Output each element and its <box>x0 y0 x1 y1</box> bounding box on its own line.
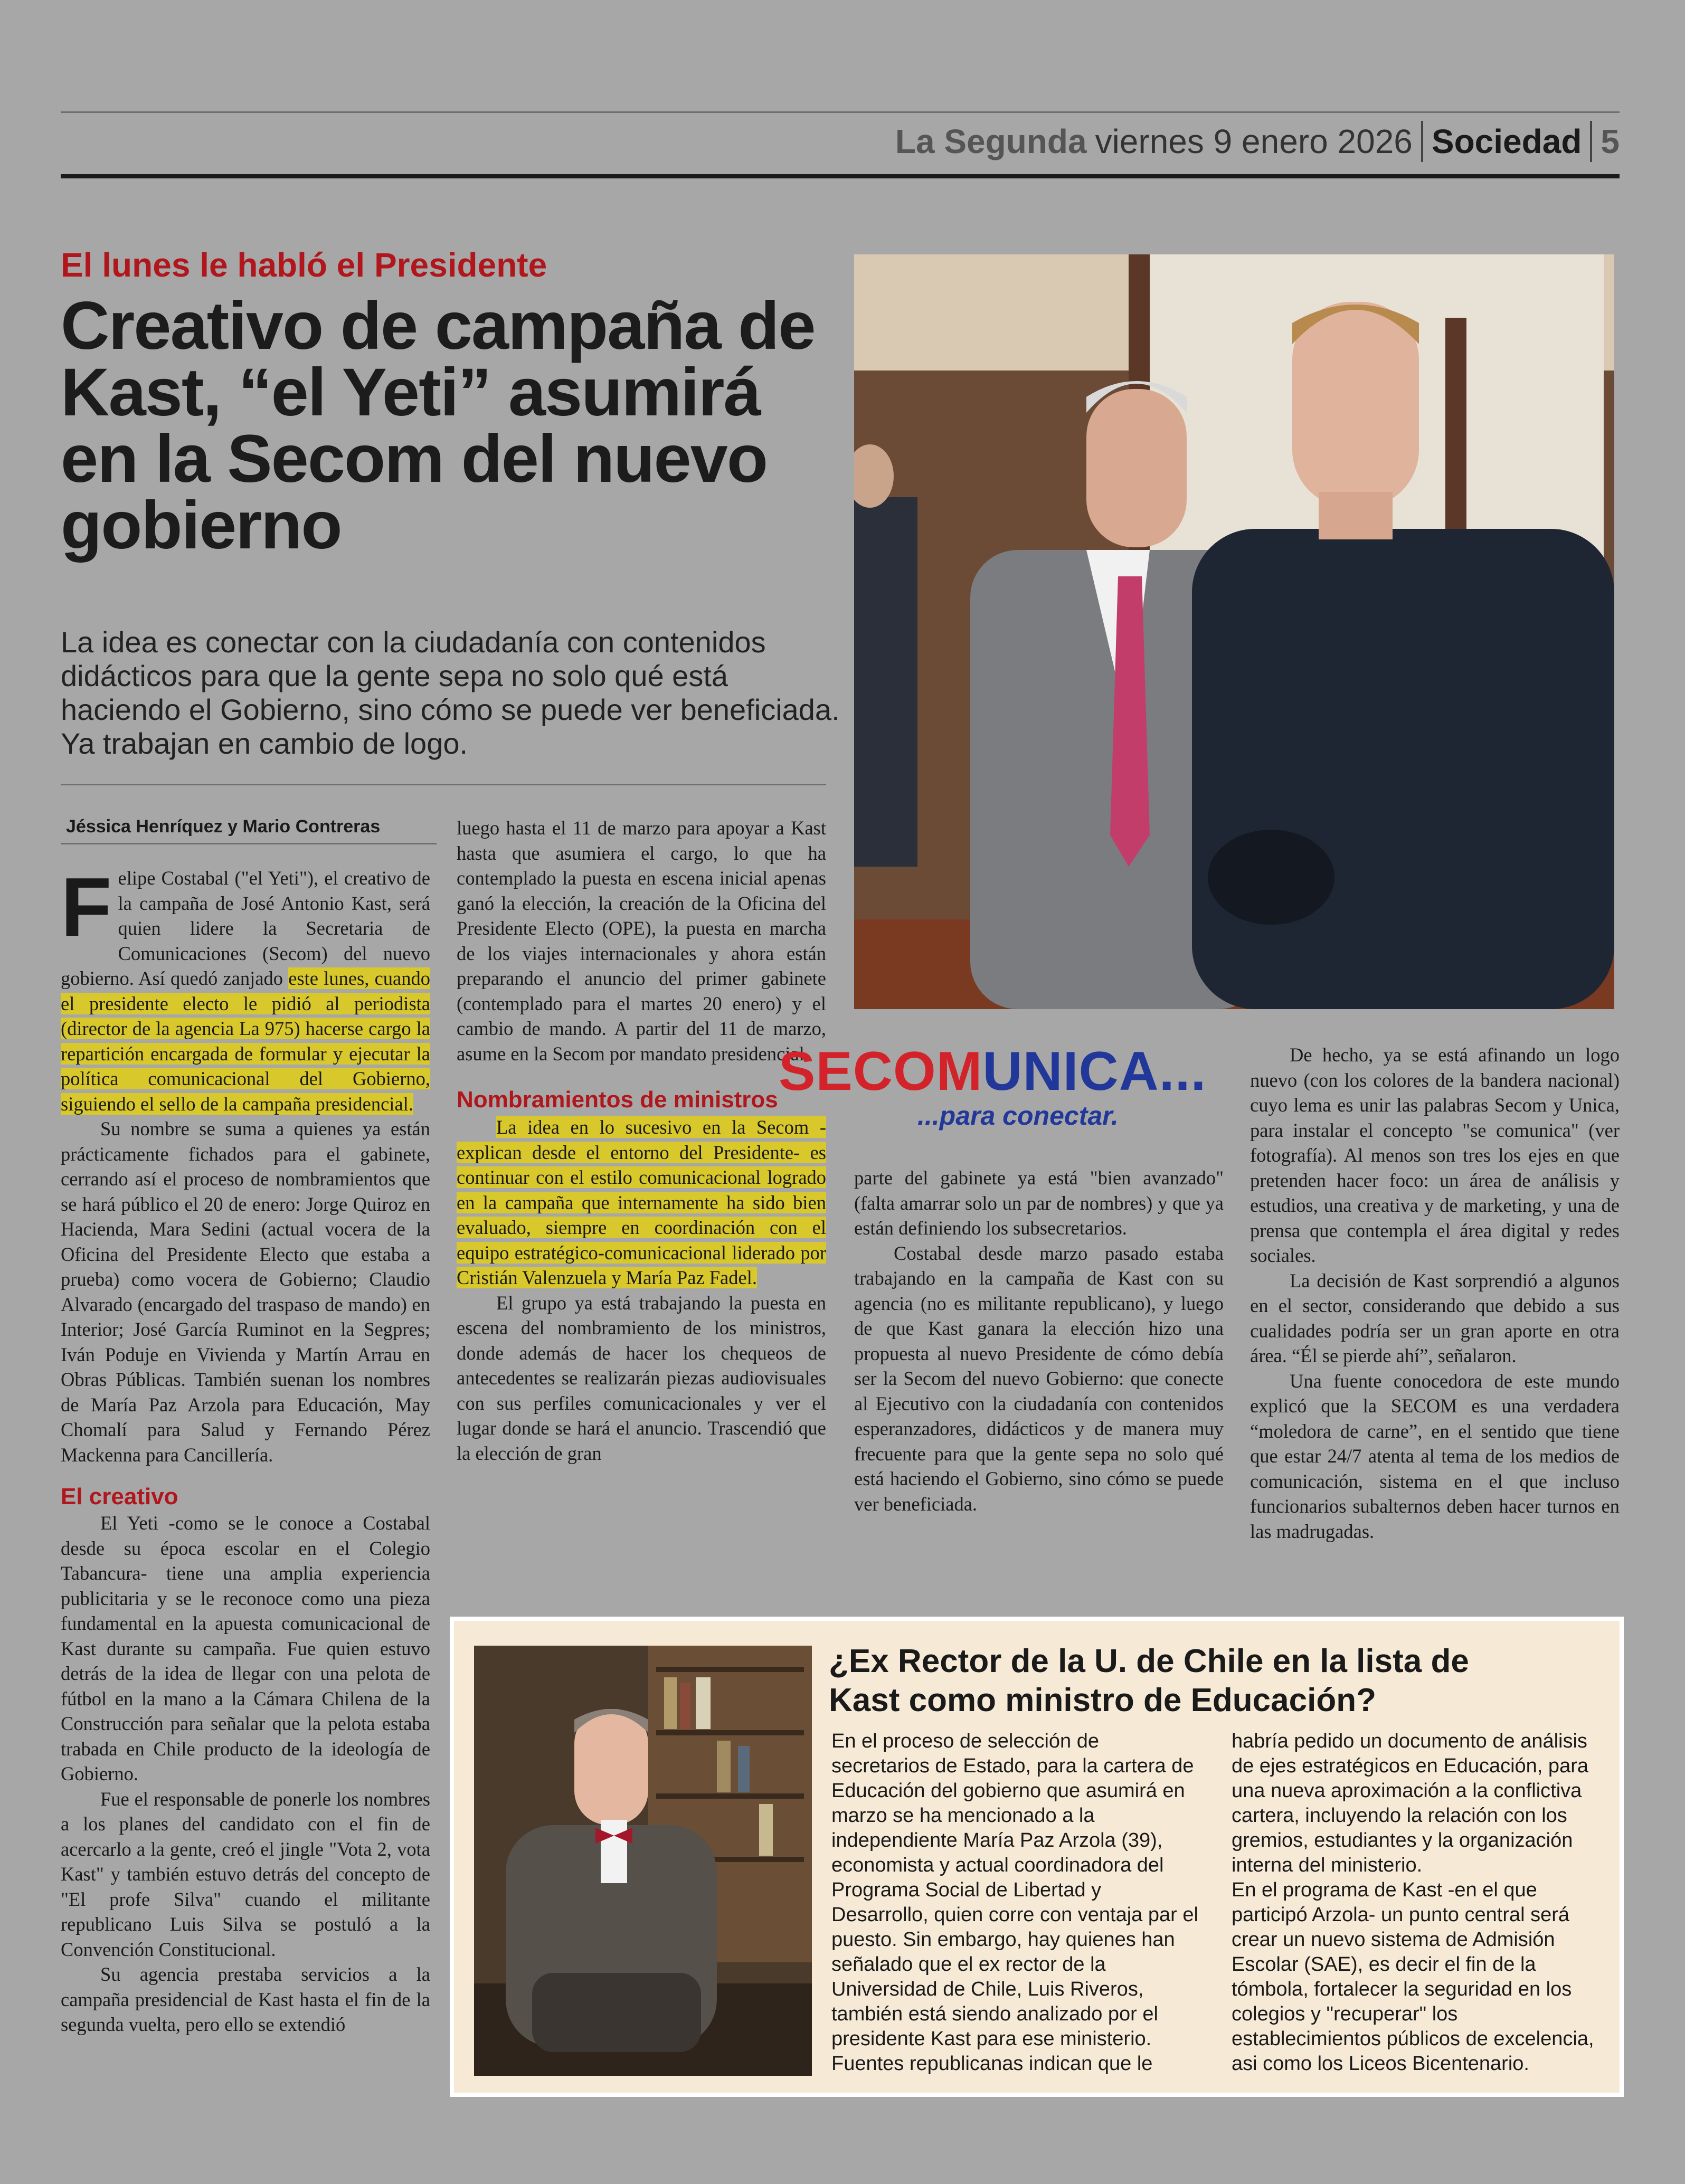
sidebar-paragraph: En el programa de Kast -en el que participó Arzola- un punto central será crear un nuevo sistema de Admisión Escolar (SAE), es decir el fin de la tómbola, fortalecer la seguridad en los colegios y "recuperar" los establecimientos públicos de excelencia, asi como los Liceos Bicentenario. <box>1232 1879 1594 2075</box>
paragraph: Fue el responsable de ponerle los nombres a los planes del candidato con el fin de acercarlo a la gente, creó el jingle "Vota 2, vota Kast" y también estuvo detrás del concepto de "El profe Silva" cuando el militante republicano Luis Silva se postuló a la Convención Constitucional. <box>61 1788 430 1960</box>
text-segment: elipe Costabal ("el Yeti"), el creativo de la campaña de José Antonio Kast, será quien lidere la Secretaria de Comunicaciones (Secom) del nuevo gobierno. Así quedó zanjado <box>61 867 430 989</box>
sidebar-photo <box>474 1646 812 2076</box>
masthead-divider <box>1590 121 1592 162</box>
section-name: Sociedad <box>1431 122 1582 160</box>
byline: Jéssica Henríquez y Mario Contreras <box>66 816 381 837</box>
subheading-nombramientos: Nombramientos de ministros <box>457 1087 778 1113</box>
logo-part-red: SECOM <box>779 1041 983 1102</box>
masthead-rule <box>61 174 1620 178</box>
sidebar-paragraph: habría pedido un documento de análisis de ejes estratégicos en Educación, para una nueva aproximación a la conflictiva cartera, incluyendo la relación con los gremios, estudiantes y la organización interna del ministerio. <box>1232 1730 1588 1876</box>
headline: Creativo de campaña de Kast, “el Yeti” asumirá en la Secom del nuevo gobierno <box>61 288 815 563</box>
sidebar-title: ¿Ex Rector de la U. de Chile en la lista de Kast como ministro de Educación? <box>829 1643 1469 1718</box>
paragraph: parte del gabinete ya está "bien avanzado" (falta amarrar solo un par de nombres) y que ya están definiendo los subsecretarios. <box>854 1167 1224 1239</box>
sidebar-box <box>450 1617 1624 2097</box>
byline-rule <box>61 843 437 844</box>
paragraph: De hecho, ya se está afinando un logo nuevo (con los colores de la bandera nacional) cuyo lema es unir las palabras Secom y Unica, para instalar el concepto "se comunica" (ver fotografía). Al menos son tres los ejes en que pretenden hacer foco: un área de análisis y estudios, una creativa y de marketing, y una de prensa que contempla el área digital y redes sociales. <box>1250 1044 1620 1266</box>
sidebar-column-1 <box>831 1729 1201 2076</box>
article-column-3 <box>854 1165 1224 1516</box>
kicker: El lunes le habló el Presidente <box>61 246 547 284</box>
main-photo <box>854 254 1614 1009</box>
article-column-1 <box>61 861 430 2037</box>
highlighted-text: este lunes, cuando el presidente electo le pidió al periodista (director de la agencia La 975) hacerse cargo la repartición encargada de formular y ejecutar la política comunicacional del Gobierno, siguiendo el sello de la campaña presidencial. <box>61 967 430 1115</box>
paragraph: El Yeti -como se le conoce a Costabal desde su época escolar en el Colegio Tabancura- tiene una amplia experiencia publicitaria y se le reconoce como una pieza fundamental en la apuesta comunicacional de Kast durante su campaña. Fue quien estuvo detrás de la idea de llegar con una pelota de fútbol en la mano a la Cámara Chilena de la Construcción para señalar que la pelota estaba trabada en Chile producto de la ideología de Gobierno. <box>61 1512 430 1784</box>
sidebar-paragraph: En el proceso de selección de secretarios de Estado, para la cartera de Educación del gobierno que asumirá en marzo se ha mencionado a la independiente María Paz Arzola (39), economista y actual coordinadora del Programa Social de Libertad y Desarrollo, quien corre con ventaja par el puesto. Sin embargo, hay quienes han señalado que el ex rector de la Universidad de Chile, Luis Riveros, también está siendo analizado por el presidente Kast para ese ministerio. <box>831 1730 1198 2050</box>
logo-tagline: ...para conectar. <box>917 1101 1119 1131</box>
paragraph: La decisión de Kast sorprendió a algunos en el sector, considerando que debido a sus cualidades podría ser un gran aporte en otra área. “Él se pierde ahí”, señalaron. <box>1250 1269 1620 1366</box>
deck-rule <box>61 784 826 785</box>
sidebar-paragraph: Fuentes republicanas indican que le <box>831 2053 1153 2075</box>
paragraph: Costabal desde marzo pasado estaba trabajando en la campaña de Kast con su agencia (no es militante republicano), y luego de que Kast ganara la elección hizo una propuesta al nuevo Presidente de cómo debía ser la Secom del nuevo Gobierno: que conecte al Ejecutivo con la ciudadanía con contenidos esperanzadores, didácticos y de manera muy frecuente para que la gente sepa no solo qué está haciendo el Gobierno, sino cómo se puede ver beneficiada. <box>854 1242 1224 1515</box>
logo-part-blue: UNICA... <box>982 1041 1207 1102</box>
paragraph: Su nombre se suma a quienes ya están prácticamente fichados para el gabinete, cerrando así el proceso de nombramientos que se hará público el 20 de enero: Jorge Quiroz en Hacienda, Mara Sedini (actual vocera de la Oficina del Presidente Electo que estaba a prueba) como vocera de Gobierno; Claudio Alvarado (encargado del traspaso de mando) en Interior; José García Ruminot en la Segpres; Iván Poduje en Vivienda y Martín Arrau en Obras Públicas. También suenan los nombres de María Paz Arzola para Educación, May Chomalí para Salud y Fernando Pérez Mackenna para Cancillería. <box>61 1118 430 1466</box>
newspaper-name: La Segunda <box>895 122 1087 160</box>
deck: La idea es conectar con la ciudadanía con contenidos didácticos para que la gente sepa no solo qué está haciendo el Gobierno, sino cómo se puede ver beneficiada. Ya trabajan en cambio de logo. <box>61 625 840 760</box>
photo-luis-riveros <box>474 1646 812 2076</box>
paragraph: El grupo ya está trabajando la puesta en escena del nombramiento de los ministros, donde además de hacer los chequeos de antecedentes se realizarán piezas audiovisuales con sus perfiles comunicacionales y ver el lugar donde se hará el anuncio. Trascendió que la elección de gran <box>457 1292 826 1464</box>
highlighted-text: La idea en lo sucesivo en la Secom -explican desde el entorno del Presidente- es continuar con el estilo comunicacional logrado en la campaña que internamente ha sido bien evaluado, siempre en coordinación con el equipo estratégico-comunicacional liderado por Cristián Valenzuela y María Paz Fadel. <box>457 1116 826 1288</box>
paragraph: Una fuente conocedora de este mundo explicó que la SECOM es una verdadera “moledora de carne”, en el sentido que tiene que estar 24/7 atenta al tema de los medios de comunicación, sistema en el que incluso funcionarios subalternos deben hacer turnos en las madrugadas. <box>1250 1370 1620 1542</box>
paragraph <box>457 1115 826 1290</box>
top-rule <box>61 111 1620 113</box>
paragraph: luego hasta el 11 de marzo para apoyar a Kast hasta que asumiera el cargo, lo que ha contemplado la puesta en escena inicial apenas ganó la elección, la creación de la Oficina del Presidente Electo (OPE), la puesta en marcha de los viajes internacionales y ahora están preparando el anuncio del primer gabinete (contemplado para el martes 20 enero) y el cambio de mando. A partir del 11 de marzo, asume en la Secom por mandato presidencial. <box>457 817 826 1065</box>
article-column-4 <box>1250 1042 1620 1544</box>
masthead <box>895 115 1620 168</box>
issue-date: viernes 9 enero 2026 <box>1095 122 1413 160</box>
subheading-el-creativo: El creativo <box>61 1484 178 1509</box>
secomunica-logo <box>779 1042 1206 1100</box>
paragraph <box>61 861 430 1116</box>
drop-cap: F <box>61 861 112 954</box>
page-number: 5 <box>1601 122 1620 160</box>
photo-kast-and-costabal <box>854 254 1614 1009</box>
paragraph: Su agencia prestaba servicios a la campaña presidencial de Kast hasta el fin de la segunda vuelta, pero ello se extendió <box>61 1963 430 2035</box>
sidebar-column-2 <box>1232 1729 1601 2076</box>
masthead-divider <box>1421 121 1423 162</box>
article-column-2 <box>457 815 826 1466</box>
